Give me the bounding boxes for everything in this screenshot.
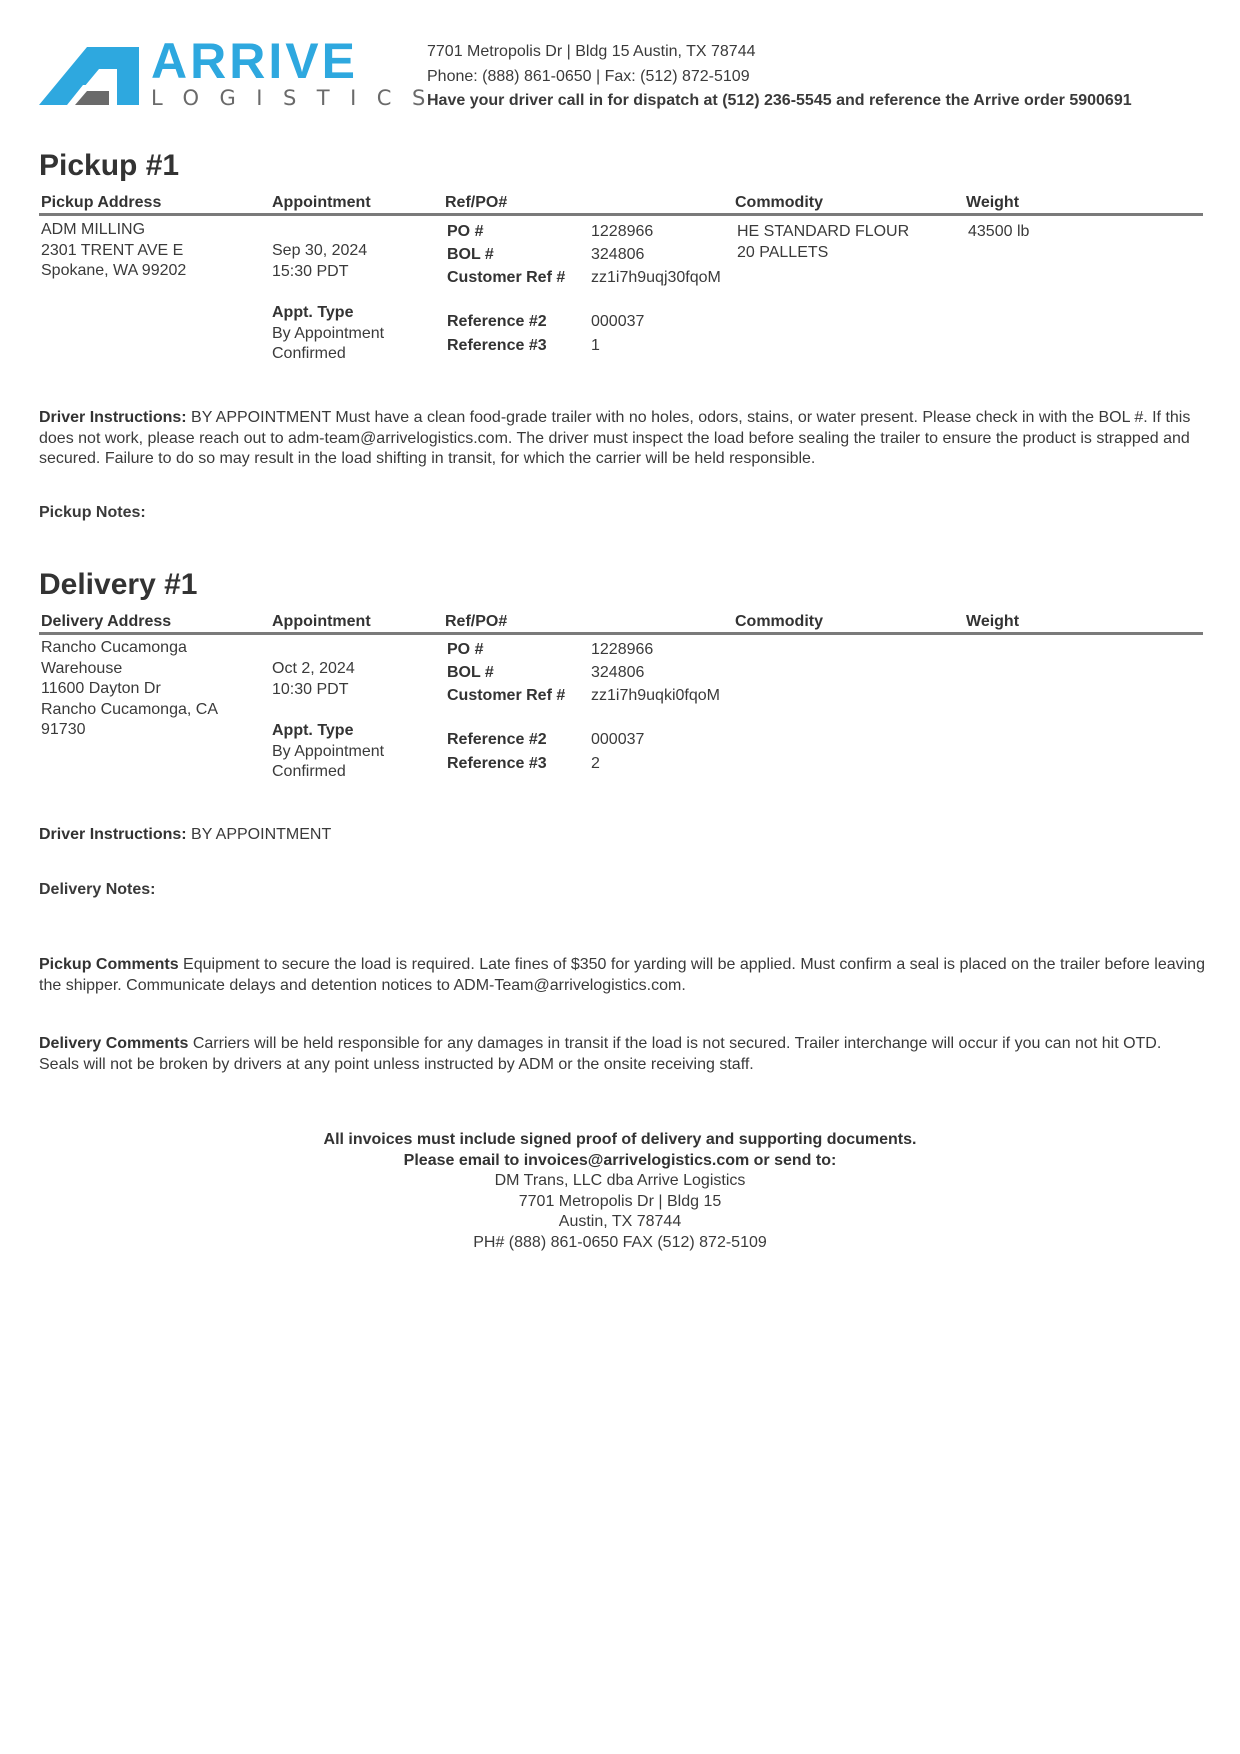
col-commodity: Commodity bbox=[735, 194, 823, 211]
delivery-address-line: 11600 Dayton Dr bbox=[41, 680, 161, 697]
delivery-address-line: Warehouse bbox=[41, 659, 123, 677]
footer-phone-fax: PH# (888) 861-0650 FAX (512) 872-5109 bbox=[473, 1233, 767, 1251]
ref-value: 324806 bbox=[591, 246, 645, 263]
ref-label: Reference #3 bbox=[447, 337, 547, 354]
col-delivery-address: Delivery Address bbox=[41, 613, 172, 630]
ref-value: 2 bbox=[591, 755, 600, 772]
col-ref: Ref/PO# bbox=[445, 613, 508, 630]
commodity-line: HE STANDARD FLOUR bbox=[737, 223, 910, 240]
footer-city: Austin, TX 78744 bbox=[558, 1213, 682, 1230]
ref-value: 324806 bbox=[591, 664, 645, 681]
driver-instructions-text: BY APPOINTMENT Must have a clean food-grade trailer with no holes, odors, stains, or water present. Please check in with the BOL #. If this does not work, please reach out to adm-team@arrivelogistics.com. The driver must inspect the load before sealing the trailer to ensure the product is strapped and secured. Failure to do so may result in the load shifting in transit, for which the carrier will be held responsible. bbox=[39, 409, 1191, 467]
pickup-address-line: 2301 TRENT AVE E bbox=[41, 241, 184, 259]
pickup-appointment bbox=[272, 241, 437, 365]
delivery-address-line: Rancho Cucamonga bbox=[41, 639, 187, 656]
delivery-appt-status: Confirmed bbox=[272, 763, 346, 780]
ref-value: zz1i7h9uqj30fqoM bbox=[591, 269, 721, 286]
col-appointment: Appointment bbox=[272, 613, 371, 630]
company-phone: Phone: (888) 861-0650 | Fax: (512) 872-5109 bbox=[427, 67, 750, 85]
pickup-address-line: Spokane, WA 99202 bbox=[41, 262, 187, 279]
pickup-notes-label: Pickup Notes: bbox=[39, 504, 146, 521]
col-ref: Ref/PO# bbox=[445, 194, 508, 211]
pickup-appt-time: 15:30 PDT bbox=[272, 262, 349, 280]
delivery-address-line: Rancho Cucamonga, CA bbox=[41, 700, 218, 718]
ref-label: Customer Ref # bbox=[447, 269, 566, 286]
pickup-title: Pickup #1 bbox=[39, 149, 180, 182]
delivery-appt-type: By Appointment bbox=[272, 742, 385, 760]
delivery-appt-date: Oct 2, 2024 bbox=[272, 660, 355, 677]
pickup-appt-date: Sep 30, 2024 bbox=[272, 242, 368, 259]
footer-street: 7701 Metropolis Dr | Bldg 15 bbox=[518, 1192, 722, 1210]
pickup-comments bbox=[39, 955, 1205, 996]
delivery-title: Delivery #1 bbox=[39, 568, 198, 601]
delivery-comments bbox=[39, 1034, 1205, 1075]
ref-value: 000037 bbox=[591, 731, 645, 748]
commodity-line: 20 PALLETS bbox=[737, 243, 829, 261]
pickup-refs bbox=[447, 222, 737, 362]
ref-value: 000037 bbox=[591, 313, 645, 330]
document-header bbox=[39, 33, 1209, 120]
pickup-comments-label: Pickup Comments bbox=[39, 956, 179, 973]
delivery-address bbox=[41, 638, 261, 741]
pickup-appt-status: Confirmed bbox=[272, 345, 346, 362]
logo-wordmark: ARRIVE bbox=[151, 33, 358, 89]
ref-label: Customer Ref # bbox=[447, 687, 566, 704]
company-contact bbox=[427, 40, 1132, 114]
pickup-weight: 43500 lb bbox=[968, 223, 1030, 240]
delivery-notes-label: Delivery Notes: bbox=[39, 881, 156, 898]
col-weight: Weight bbox=[966, 194, 1020, 211]
col-weight: Weight bbox=[966, 613, 1020, 630]
ref-label: PO # bbox=[447, 223, 484, 240]
delivery-header-rule bbox=[39, 632, 1203, 635]
footer-company-name: DM Trans, LLC dba Arrive Logistics bbox=[494, 1172, 746, 1189]
ref-label: PO # bbox=[447, 641, 484, 658]
arrive-logistics-logo bbox=[39, 33, 446, 110]
pickup-driver-instructions bbox=[39, 408, 1205, 470]
pickup-address bbox=[41, 220, 261, 282]
ref-label: Reference #2 bbox=[447, 731, 547, 748]
delivery-address-line: 91730 bbox=[41, 721, 86, 738]
col-pickup-address: Pickup Address bbox=[41, 194, 162, 211]
delivery-appt-time: 10:30 PDT bbox=[272, 680, 349, 698]
pickup-appt-type-label: Appt. Type bbox=[272, 304, 354, 321]
delivery-driver-instructions bbox=[39, 825, 1205, 846]
pickup-comments-text: Equipment to secure the load is required. Late fines of $350 for yarding will be applied. Must confirm a seal is placed on the trailer before leaving the shipper. Communicate delays and detention notices to ADM-Team@arrivelogistics.com. bbox=[39, 956, 1205, 994]
ref-label: BOL # bbox=[447, 246, 494, 263]
ref-value: 1228966 bbox=[591, 641, 654, 658]
company-address: 7701 Metropolis Dr | Bldg 15 Austin, TX 78744 bbox=[427, 43, 756, 60]
delivery-appt-type-label: Appt. Type bbox=[272, 722, 354, 739]
ref-label: BOL # bbox=[447, 664, 494, 681]
dispatch-instructions: Have your driver call in for dispatch at (512) 236-5545 and reference the Arrive order 5900691 bbox=[427, 92, 1132, 109]
driver-instructions-label: Driver Instructions: bbox=[39, 409, 187, 426]
col-commodity: Commodity bbox=[735, 613, 823, 630]
ref-value: zz1i7h9uqki0fqoM bbox=[591, 687, 720, 704]
ref-value: 1228966 bbox=[591, 223, 654, 240]
pickup-commodity bbox=[737, 222, 957, 263]
pickup-header-rule bbox=[39, 213, 1203, 216]
delivery-comments-label: Delivery Comments bbox=[39, 1035, 189, 1052]
col-appointment: Appointment bbox=[272, 194, 371, 211]
delivery-refs bbox=[447, 640, 737, 780]
invoice-footer bbox=[0, 1130, 1240, 1253]
pickup-appt-type: By Appointment bbox=[272, 324, 385, 342]
footer-invoice-requirement: All invoices must include signed proof of delivery and supporting documents. bbox=[323, 1131, 917, 1148]
pickup-address-line: ADM MILLING bbox=[41, 221, 146, 238]
logo-mark-icon bbox=[39, 47, 139, 105]
ref-label: Reference #3 bbox=[447, 755, 547, 772]
ref-value: 1 bbox=[591, 337, 600, 354]
driver-instructions-label: Driver Instructions: bbox=[39, 826, 187, 843]
driver-instructions-text: BY APPOINTMENT bbox=[191, 826, 332, 843]
delivery-comments-text: Carriers will be held responsible for any damages in transit if the load is not secured. Trailer interchange will occur if you can not hit OTD. Seals will not be broken by drivers at any point unless instructed by ADM or the onsite receiving staff. bbox=[39, 1035, 1162, 1073]
ref-label: Reference #2 bbox=[447, 313, 547, 330]
logo-subtitle: LOGISTICS bbox=[151, 86, 446, 110]
delivery-appointment bbox=[272, 659, 437, 783]
footer-email-instructions: Please email to invoices@arrivelogistics.com or send to: bbox=[403, 1151, 837, 1169]
